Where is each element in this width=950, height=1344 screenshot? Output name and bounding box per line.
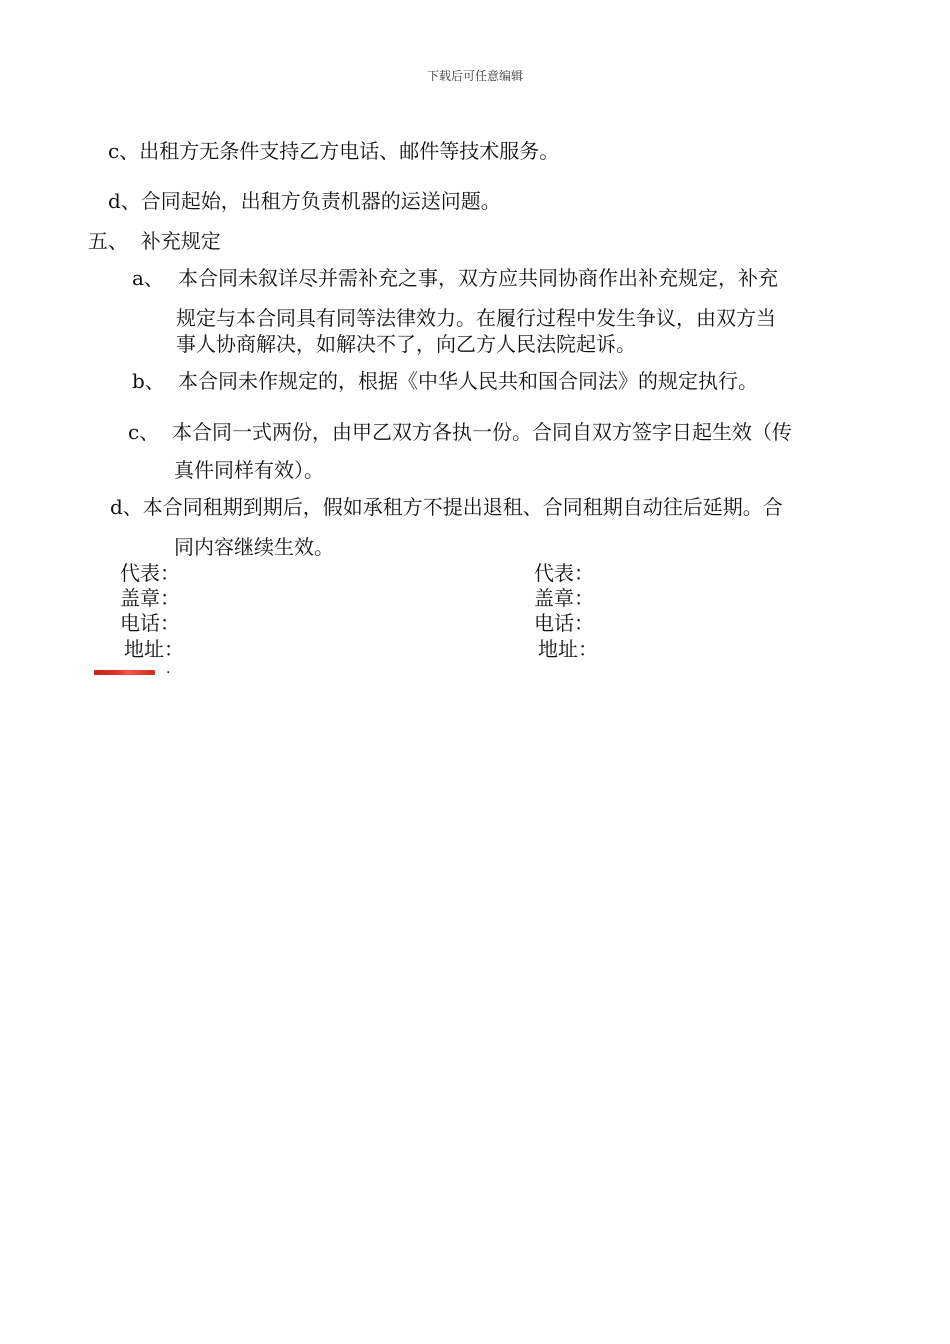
clause-5c-label: c、 (128, 420, 160, 444)
clause-5d-line-1: d、本合同租期到期后，假如承租方不提出退租、合同租期自动往后延期。合 (110, 495, 783, 519)
section-5-title: 五、 补充规定 (88, 229, 221, 253)
left-address-label: 地址： (124, 637, 184, 661)
clause-5b-label: b、 (132, 369, 165, 393)
left-representative-label: 代表： (120, 561, 180, 585)
right-phone-label: 电话： (534, 611, 594, 635)
clause-5a-line-2: 规定与本合同具有同等法律效力。在履行过程中发生争议，由双方当 (176, 306, 776, 330)
clause-5b-line-1: 本合同未作规定的，根据《中华人民共和国合同法》的规定执行。 (178, 369, 758, 393)
right-representative-label: 代表： (534, 561, 594, 585)
right-address-label: 地址： (538, 637, 598, 661)
red-decorative-bar (94, 670, 155, 675)
clause-5c-line-1: 本合同一式两份，由甲乙双方各执一份。合同自双方签字日起生效（传 (172, 420, 792, 444)
header-note: 下载后可任意编辑 (426, 69, 523, 83)
clause-5c-line-2: 真件同样有效）。 (174, 458, 324, 482)
trailing-dot: . (166, 661, 171, 677)
clause-5a-line-1: 本合同未叙详尽并需补充之事，双方应共同协商作出补充规定，补充 (178, 266, 778, 290)
clause-4d: d、合同起始，出租方负责机器的运送问题。 (108, 189, 501, 213)
clause-5d-line-2: 同内容继续生效。 (174, 535, 334, 559)
left-seal-label: 盖章： (120, 586, 180, 610)
left-phone-label: 电话： (120, 611, 180, 635)
clause-5a-label: a、 (132, 266, 164, 290)
right-seal-label: 盖章： (534, 586, 594, 610)
clause-4c: c、出租方无条件支持乙方电话、邮件等技术服务。 (108, 139, 560, 163)
clause-5a-line-3: 事人协商解决，如解决不了，向乙方人民法院起诉。 (176, 332, 636, 356)
